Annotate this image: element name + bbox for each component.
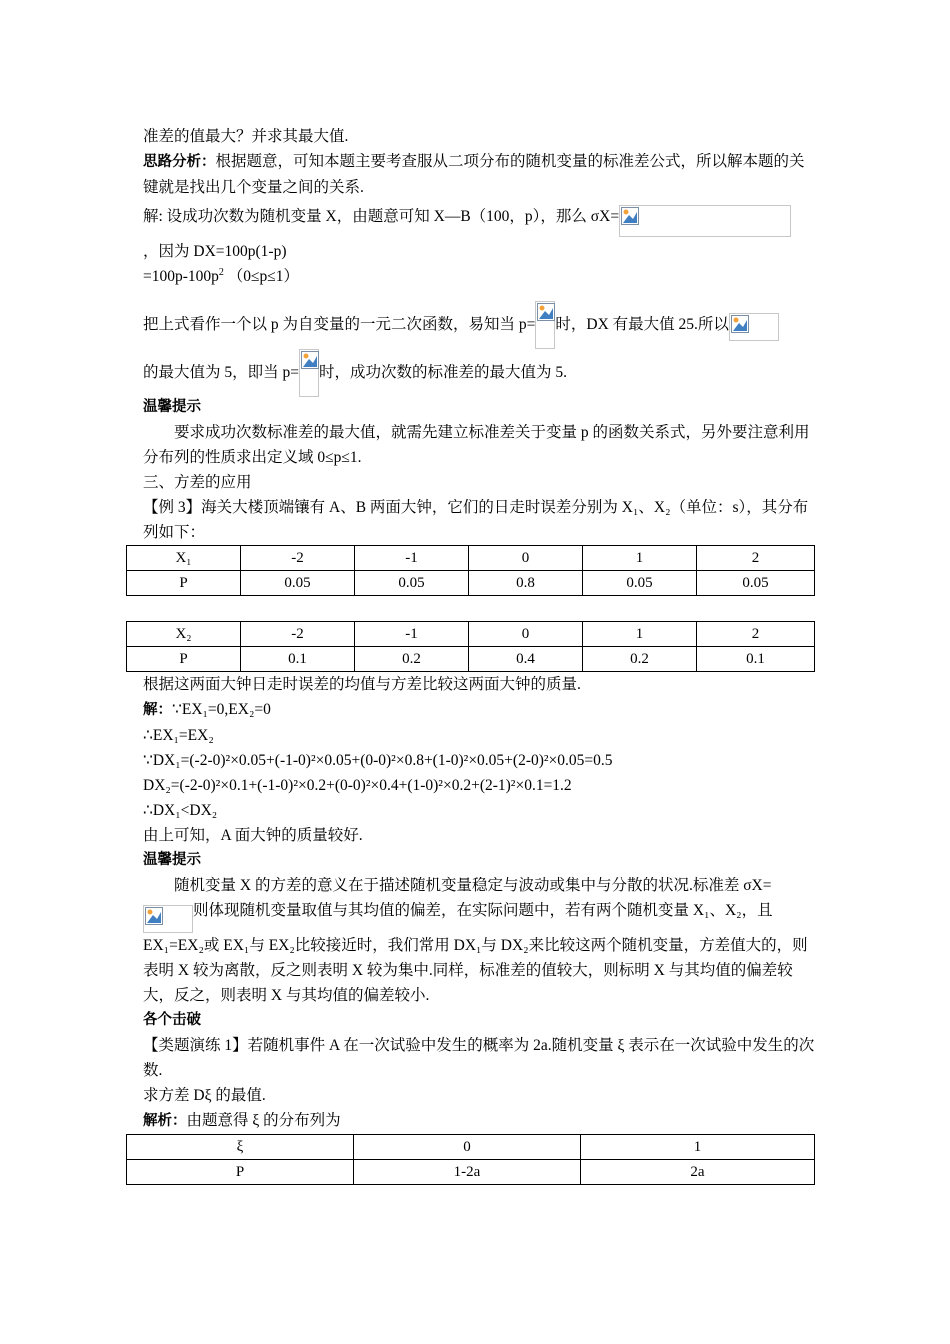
practice-question: 求方差 Dξ 的最值. <box>143 1087 266 1104</box>
fraction-image-icon <box>299 349 319 397</box>
table-cell: 2a <box>581 1160 815 1185</box>
table-cell: 0 <box>354 1135 581 1160</box>
sigma-image-icon <box>143 905 193 933</box>
s5-line: ∴DX₁<DX₂ <box>143 802 218 819</box>
analysis-text: 根据题意，可知本题主要考查服从二项分布的随机变量的标准差公式，所以解本题的关键就是找出几个变量之间的关系. <box>143 153 805 196</box>
table-cell: 1 <box>581 1135 815 1160</box>
document-page <box>143 124 815 1185</box>
solution-line-5 <box>143 349 815 385</box>
table-cell: 1 <box>583 622 697 647</box>
break-heading: 各个击破 <box>143 1012 201 1028</box>
solution-line-4 <box>143 301 815 337</box>
table-cell: 0.05 <box>697 571 815 596</box>
tip-2-line-b <box>143 898 815 923</box>
table-cell: -2 <box>241 546 355 571</box>
table-row <box>127 647 815 672</box>
fraction-image-icon <box>535 301 555 349</box>
solution-line-3 <box>143 264 815 289</box>
table-cell: 1-2a <box>354 1160 581 1185</box>
tip-2-text-c: EX₁=EX₂或 EX₁与 EX₂比较接近时，我们常用 DX₁与 DX₂来比较这两个随机变量，方差值大的，则表明 X 较为离散，反之则表明 X 较为集中.同样，标准差的值较大，则标明 X 与其均值的偏差较大，反之，则表明 X 与其均值的偏差较小. <box>143 937 808 1004</box>
sol3-range: （0≤p≤1） <box>223 268 300 285</box>
solution-label: 解： <box>143 702 172 718</box>
table-cell: 0.05 <box>583 571 697 596</box>
table-row <box>127 571 815 596</box>
table-3-wrapper <box>126 1134 815 1185</box>
table-cell: 2 <box>697 622 815 647</box>
analysis-label: 思路分析： <box>143 154 216 170</box>
table-cell: -2 <box>241 622 355 647</box>
table-cell: 0.4 <box>469 647 583 672</box>
table-cell: -1 <box>355 622 469 647</box>
table-1-wrapper <box>126 545 815 672</box>
solution-text-1: 解: 设成功次数为随机变量 X，由题意可知 X—B（100，p），那么 σX= <box>143 208 620 225</box>
table-row <box>127 622 815 647</box>
practice-1: 【类题演练 1】若随机事件 A 在一次试验中发生的概率为 2a.随机变量 ξ 表示在一次试验中发生的次数. <box>143 1037 815 1079</box>
table-cell: 0 <box>469 622 583 647</box>
table-cell: 0.8 <box>469 571 583 596</box>
example-3: 【例 3】海关大楼顶端镶有 A、B 两面大钟，它们的日走时误差分别为 X₁、X₂（单位：s），其分布列如下： <box>143 499 809 541</box>
table-cell: 0.1 <box>241 647 355 672</box>
sol3-sup: 2 <box>218 266 224 278</box>
distribution-table-xi <box>126 1134 815 1185</box>
section-3-heading: 三、方差的应用 <box>143 474 252 491</box>
distribution-table-x1 <box>126 545 815 596</box>
parse-line <box>143 1108 815 1134</box>
sol5-text-a: 的最大值为 5，即当 p= <box>143 364 299 381</box>
sol4-text-b: 时，DX 有最大值 25.所以 <box>555 316 729 333</box>
table-cell: ξ <box>127 1135 354 1160</box>
table-row <box>127 546 815 571</box>
s4-line: DX₂=(-2-0)²×0.1+(-1-0)²×0.2+(0-0)²×0.4+(1-0)²×0.2+(2-1)²×0.1=1.2 <box>143 777 572 794</box>
table-cell: 1 <box>583 546 697 571</box>
sol3-text: =100p-100p <box>143 268 219 285</box>
tip-2-text-b: 则体现随机变量取值与其均值的偏差，在实际问题中，若有两个随机变量 X₁、X₂，且 <box>193 902 773 919</box>
tip-2-text-a: 随机变量 X 的方差的意义在于描述随机变量稳定与波动或集中与分散的状况.标准差 σX= <box>174 877 772 894</box>
s3-line: ∵DX₁=(-2-0)²×0.05+(-1-0)²×0.05+(0-0)²×0.8+(1-0)²×0.05+(2-0)²×0.05=0.5 <box>143 752 613 769</box>
table-cell: 0.1 <box>697 647 815 672</box>
table-cell: P <box>127 1160 354 1185</box>
sol5-text-b: 时，成功次数的标准差的最大值为 5. <box>319 364 568 381</box>
table-cell: 0.2 <box>583 647 697 672</box>
tip-1-text: 要求成功次数标准差的最大值，就需先建立标准差关于变量 p 的函数关系式，另外要注意利用分布列的性质求出定义域 0≤p≤1. <box>143 424 810 466</box>
line-1: 准差的值最大？并求其最大值. <box>143 128 349 145</box>
distribution-table-x2 <box>126 621 815 672</box>
parse-text: 由题意得 ξ 的分布列为 <box>186 1112 341 1129</box>
parse-label: 解析： <box>143 1113 187 1129</box>
solution-line-1 <box>143 204 815 229</box>
tip-1-heading: 温馨提示 <box>143 399 201 415</box>
table-cell: 0.2 <box>355 647 469 672</box>
sol4-text-a: 把上式看作一个以 p 为自变量的一元二次函数，易知当 p= <box>143 316 536 333</box>
tip-2-heading: 温馨提示 <box>143 852 201 868</box>
formula-image-icon <box>619 205 791 237</box>
compare-line: 根据这两面大钟日走时误差的均值与方差比较这两面大钟的质量. <box>143 676 581 693</box>
table-cell: P <box>127 571 241 596</box>
solution-line-2: ，因为 DX=100p(1-p) <box>143 243 287 260</box>
table-row <box>127 1160 815 1185</box>
table-row <box>127 1135 815 1160</box>
s1-text: ∵EX₁=0,EX₂=0 <box>172 701 271 718</box>
table-cell: 0 <box>469 546 583 571</box>
table-cell: P <box>127 647 241 672</box>
table-cell: -1 <box>355 546 469 571</box>
table-cell: X₂ <box>127 622 241 647</box>
table-cell: 2 <box>697 546 815 571</box>
s2-line: ∴EX₁=EX₂ <box>143 727 214 744</box>
s6-line: 由上可知，A 面大钟的质量较好. <box>143 827 363 844</box>
table-cell: X₁ <box>127 546 241 571</box>
table-cell: 0.05 <box>241 571 355 596</box>
table-cell: 0.05 <box>355 571 469 596</box>
analysis-paragraph <box>143 149 815 200</box>
sigma-image-icon <box>729 313 779 341</box>
solution-2-start <box>143 697 815 723</box>
